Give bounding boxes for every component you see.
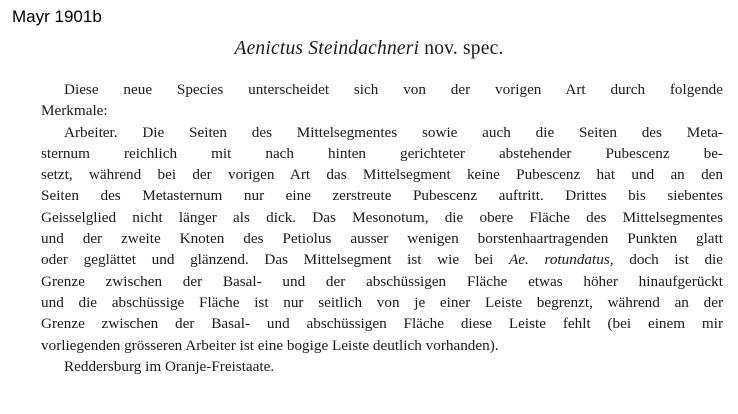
text-line: Diese neue Species unterscheidet sich von der vorigen Art durch folgende <box>64 81 723 98</box>
title-suffix: nov. spec. <box>424 38 504 59</box>
reference-label: Mayr 1901b <box>12 7 102 26</box>
species-title <box>0 38 738 60</box>
locality-line: Reddersburg im Oranje-Freistaate. <box>64 357 275 375</box>
text-line: Geisselglied nicht länger als dick. Das Mesonotum, die obere Fläche des Mittelsegmentes <box>41 208 723 226</box>
text-line: Grenze zwischen der Basal- und der abschüssigen Fläche etwas höher hinaufgerückt <box>41 272 723 290</box>
description-text <box>41 79 723 377</box>
text-segment: oder geglättet und glänzend. Das Mittelsegment ist wie bei <box>41 251 494 269</box>
text-line: vorliegenden grösseren Arbeiter ist eine bogige Leiste deutlich vorhanden). <box>41 336 499 354</box>
text-line: setzt, während bei der vorigen Art das Mittelsegment keine Pubescenz hat und an den <box>41 166 723 184</box>
text-line: Merkmale: <box>41 102 108 120</box>
text-line: und der zweite Knoten des Petiolus ausser wenigen borstenhaartragenden Punkten glatt <box>41 230 723 248</box>
italic-species-ref: Ae. rotundatus, <box>508 251 614 269</box>
text-line: Seiten des Metasternum nur eine zerstreute Pubescenz auftritt. Drittes bis siebentes <box>41 187 723 205</box>
text-line: Grenze zwischen der Basal- und abschüssigen Fläche diese Leiste fehlt (bei einem mir <box>41 315 723 333</box>
text-segment: doch ist die <box>629 251 724 269</box>
text-line: und die abschüssige Fläche ist nur seitlich von je einer Leiste begrenzt, während an der <box>41 293 723 311</box>
text-line: Arbeiter. Die Seiten des Mittelsegmentes sowie auch die Seiten des Meta- <box>64 123 723 141</box>
text-line: sternum reichlich mit nach hinten gerichteter abstehender Pubescenz be- <box>41 144 723 162</box>
text-line <box>41 249 723 270</box>
species-name: Aenictus Steindachneri <box>234 38 420 59</box>
